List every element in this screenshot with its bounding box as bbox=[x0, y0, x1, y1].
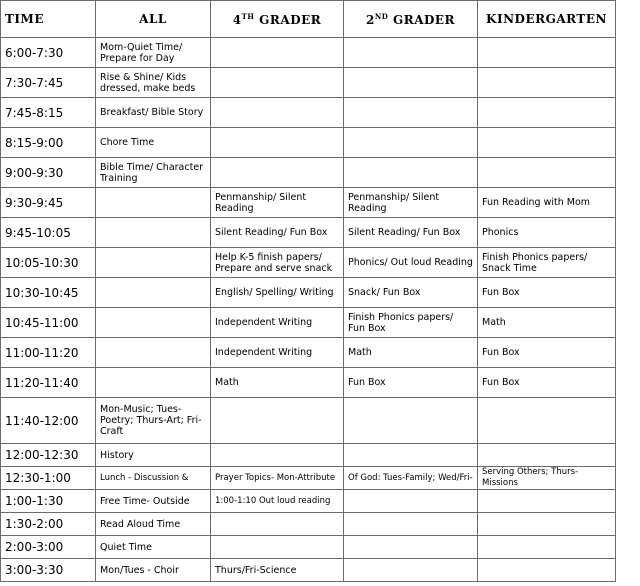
grade4-cell bbox=[211, 128, 344, 158]
grade4-cell: Silent Reading/ Fun Box bbox=[211, 218, 344, 248]
grade2-cell: Fun Box bbox=[344, 368, 478, 398]
grade4-cell: Help K-5 finish papers/ Prepare and serve snack bbox=[211, 248, 344, 278]
header-time-label: TIME bbox=[5, 12, 44, 26]
all-cell: Read Aloud Time bbox=[96, 513, 211, 536]
table-row bbox=[1, 444, 616, 467]
time-cell: 1:30-2:00 bbox=[1, 513, 96, 536]
header-all bbox=[96, 1, 211, 38]
grade4-cell: Thurs/Fri-Science bbox=[211, 559, 344, 582]
grade2-cell bbox=[344, 68, 478, 98]
time-cell: 9:00-9:30 bbox=[1, 158, 96, 188]
header-k-label: KINDERGARTEN bbox=[486, 12, 607, 26]
header-4th-grader bbox=[211, 1, 344, 38]
table-row bbox=[1, 188, 616, 218]
table-row bbox=[1, 398, 616, 444]
kindergarten-cell: Serving Others; Thurs-Missions bbox=[478, 467, 616, 490]
all-cell: Mon/Tues - Choir bbox=[96, 559, 211, 582]
all-cell: Mom-Quiet Time/ Prepare for Day bbox=[96, 38, 211, 68]
time-cell: 8:15-9:00 bbox=[1, 128, 96, 158]
grade2-cell bbox=[344, 559, 478, 582]
time-cell: 6:00-7:30 bbox=[1, 38, 96, 68]
kindergarten-cell bbox=[478, 513, 616, 536]
table-row bbox=[1, 338, 616, 368]
grade4-cell bbox=[211, 536, 344, 559]
all-cell bbox=[96, 188, 211, 218]
kindergarten-cell: Phonics bbox=[478, 218, 616, 248]
time-cell: 9:30-9:45 bbox=[1, 188, 96, 218]
grade2-cell: Finish Phonics papers/ Fun Box bbox=[344, 308, 478, 338]
header-2nd-sup: ND bbox=[374, 11, 389, 21]
time-cell: 7:30-7:45 bbox=[1, 68, 96, 98]
time-cell: 10:30-10:45 bbox=[1, 278, 96, 308]
grade2-cell bbox=[344, 444, 478, 467]
header-4th-num: 4 bbox=[232, 12, 242, 27]
grade2-cell bbox=[344, 98, 478, 128]
header-2nd-word: GRADER bbox=[392, 12, 456, 27]
all-cell: Breakfast/ Bible Story bbox=[96, 98, 211, 128]
grade4-cell: Math bbox=[211, 368, 344, 398]
time-cell: 10:45-11:00 bbox=[1, 308, 96, 338]
grade2-cell bbox=[344, 128, 478, 158]
grade4-cell bbox=[211, 513, 344, 536]
time-cell: 12:30-1:00 bbox=[1, 467, 96, 490]
all-cell bbox=[96, 248, 211, 278]
table-row bbox=[1, 513, 616, 536]
table-row bbox=[1, 467, 616, 490]
grade4-cell bbox=[211, 38, 344, 68]
kindergarten-cell: Fun Box bbox=[478, 278, 616, 308]
kindergarten-cell bbox=[478, 128, 616, 158]
grade4-cell: 1:00-1:10 Out loud reading bbox=[211, 490, 344, 513]
grade4-cell bbox=[211, 398, 344, 444]
all-cell: Mon-Music; Tues-Poetry; Thurs-Art; Fri- Craft bbox=[96, 398, 211, 444]
table-row bbox=[1, 490, 616, 513]
table-row bbox=[1, 68, 616, 98]
time-cell: 7:45-8:15 bbox=[1, 98, 96, 128]
time-cell: 1:00-1:30 bbox=[1, 490, 96, 513]
kindergarten-cell: Finish Phonics papers/ Snack Time bbox=[478, 248, 616, 278]
table-row bbox=[1, 368, 616, 398]
table-row bbox=[1, 38, 616, 68]
header-all-label: ALL bbox=[139, 12, 167, 26]
table-row bbox=[1, 98, 616, 128]
all-cell: Rise & Shine/ Kids dressed, make beds bbox=[96, 68, 211, 98]
time-cell: 12:00-12:30 bbox=[1, 444, 96, 467]
header-2nd-grader bbox=[344, 1, 478, 38]
all-cell: Chore Time bbox=[96, 128, 211, 158]
grade4-cell: English/ Spelling/ Writing bbox=[211, 278, 344, 308]
grade2-cell: Silent Reading/ Fun Box bbox=[344, 218, 478, 248]
kindergarten-cell bbox=[478, 398, 616, 444]
table-row bbox=[1, 308, 616, 338]
grade2-cell bbox=[344, 490, 478, 513]
grade4-cell: Independent Writing bbox=[211, 308, 344, 338]
grade2-cell: Math bbox=[344, 338, 478, 368]
time-cell: 3:00-3:30 bbox=[1, 559, 96, 582]
table-row bbox=[1, 128, 616, 158]
table-row bbox=[1, 248, 616, 278]
grade4-cell bbox=[211, 158, 344, 188]
grade4-cell bbox=[211, 444, 344, 467]
header-time bbox=[1, 1, 96, 38]
grade2-cell bbox=[344, 536, 478, 559]
table-row bbox=[1, 536, 616, 559]
table-row bbox=[1, 559, 616, 582]
all-cell bbox=[96, 218, 211, 248]
grade2-cell: Of God: Tues-Family; Wed/Fri- bbox=[344, 467, 478, 490]
time-cell: 11:40-12:00 bbox=[1, 398, 96, 444]
kindergarten-cell bbox=[478, 490, 616, 513]
kindergarten-cell bbox=[478, 158, 616, 188]
grade2-cell: Phonics/ Out loud Reading bbox=[344, 248, 478, 278]
kindergarten-cell bbox=[478, 98, 616, 128]
all-cell bbox=[96, 338, 211, 368]
time-cell: 11:20-11:40 bbox=[1, 368, 96, 398]
all-cell bbox=[96, 278, 211, 308]
grade4-cell: Independent Writing bbox=[211, 338, 344, 368]
kindergarten-cell bbox=[478, 68, 616, 98]
grade4-cell: Penmanship/ Silent Reading bbox=[211, 188, 344, 218]
grade2-cell bbox=[344, 398, 478, 444]
grade2-cell: Snack/ Fun Box bbox=[344, 278, 478, 308]
header-row bbox=[1, 1, 616, 38]
kindergarten-cell bbox=[478, 536, 616, 559]
table-row bbox=[1, 218, 616, 248]
kindergarten-cell bbox=[478, 38, 616, 68]
grade2-cell bbox=[344, 513, 478, 536]
all-cell bbox=[96, 368, 211, 398]
header-2nd-num: 2 bbox=[365, 12, 375, 27]
all-cell bbox=[96, 308, 211, 338]
kindergarten-cell: Fun Reading with Mom bbox=[478, 188, 616, 218]
all-cell: Free Time- Outside bbox=[96, 490, 211, 513]
time-cell: 9:45-10:05 bbox=[1, 218, 96, 248]
all-cell: History bbox=[96, 444, 211, 467]
time-cell: 11:00-11:20 bbox=[1, 338, 96, 368]
kindergarten-cell: Fun Box bbox=[478, 338, 616, 368]
table-row bbox=[1, 158, 616, 188]
grade4-cell bbox=[211, 98, 344, 128]
header-4th-sup: TH bbox=[241, 11, 255, 21]
grade4-cell bbox=[211, 68, 344, 98]
all-cell: Quiet Time bbox=[96, 536, 211, 559]
time-cell: 10:05-10:30 bbox=[1, 248, 96, 278]
time-cell: 2:00-3:00 bbox=[1, 536, 96, 559]
kindergarten-cell: Math bbox=[478, 308, 616, 338]
all-cell: Bible Time/ Character Training bbox=[96, 158, 211, 188]
header-4th-word: GRADER bbox=[259, 12, 322, 27]
header-kindergarten bbox=[478, 1, 616, 38]
all-cell: Lunch - Discussion & bbox=[96, 467, 211, 490]
grade2-cell bbox=[344, 38, 478, 68]
kindergarten-cell bbox=[478, 444, 616, 467]
grade4-cell: Prayer Topics- Mon-Attribute bbox=[211, 467, 344, 490]
kindergarten-cell bbox=[478, 559, 616, 582]
table-row bbox=[1, 278, 616, 308]
grade2-cell bbox=[344, 158, 478, 188]
grade2-cell: Penmanship/ Silent Reading bbox=[344, 188, 478, 218]
kindergarten-cell: Fun Box bbox=[478, 368, 616, 398]
